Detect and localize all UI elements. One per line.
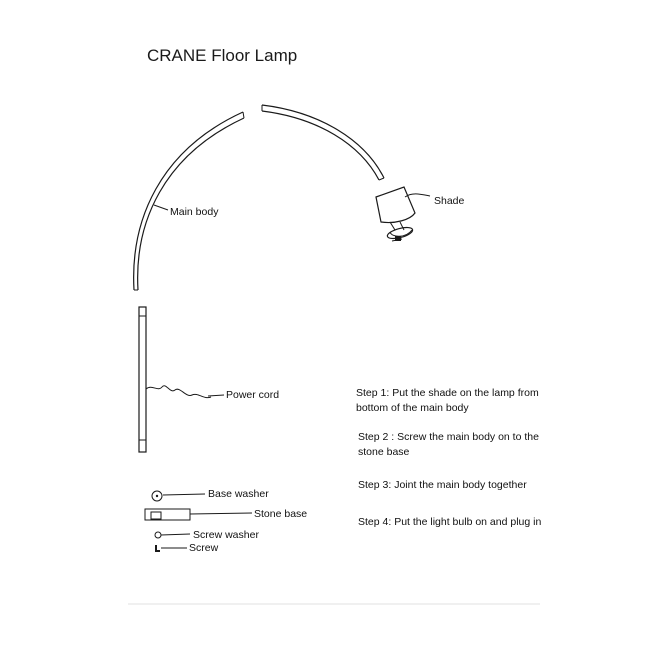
page-title: CRANE Floor Lamp [147, 46, 298, 65]
main-body-leader [154, 205, 168, 210]
power-cord-label: Power cord [226, 389, 280, 401]
step-2-line-1: Step 2 : Screw the main body on to the [358, 431, 539, 443]
shade-label: Shade [434, 195, 465, 207]
stone-base-label: Stone base [254, 508, 308, 520]
base-washer-label: Base washer [208, 488, 269, 500]
main-body-label: Main body [170, 206, 219, 218]
main-body-arc-right [262, 105, 384, 180]
shade-leader [405, 194, 430, 197]
power-cord-leader [208, 395, 224, 396]
step-1-line-1: Step 1: Put the shade on the lamp from [356, 387, 539, 399]
step-3: Step 3: Joint the main body together [358, 479, 527, 491]
assembly-steps [356, 387, 541, 528]
screw-label: Screw [189, 542, 219, 554]
main-body-lower [139, 307, 146, 452]
step-1-line-2: bottom of the main body [356, 402, 469, 414]
power-cord [146, 386, 211, 398]
main-body-arc-left [134, 112, 244, 290]
parts-list [145, 488, 307, 554]
screw-washer-label: Screw washer [193, 529, 259, 541]
step-2-line-2: stone base [358, 446, 410, 458]
step-4: Step 4: Put the light bulb on and plug in [358, 516, 542, 528]
